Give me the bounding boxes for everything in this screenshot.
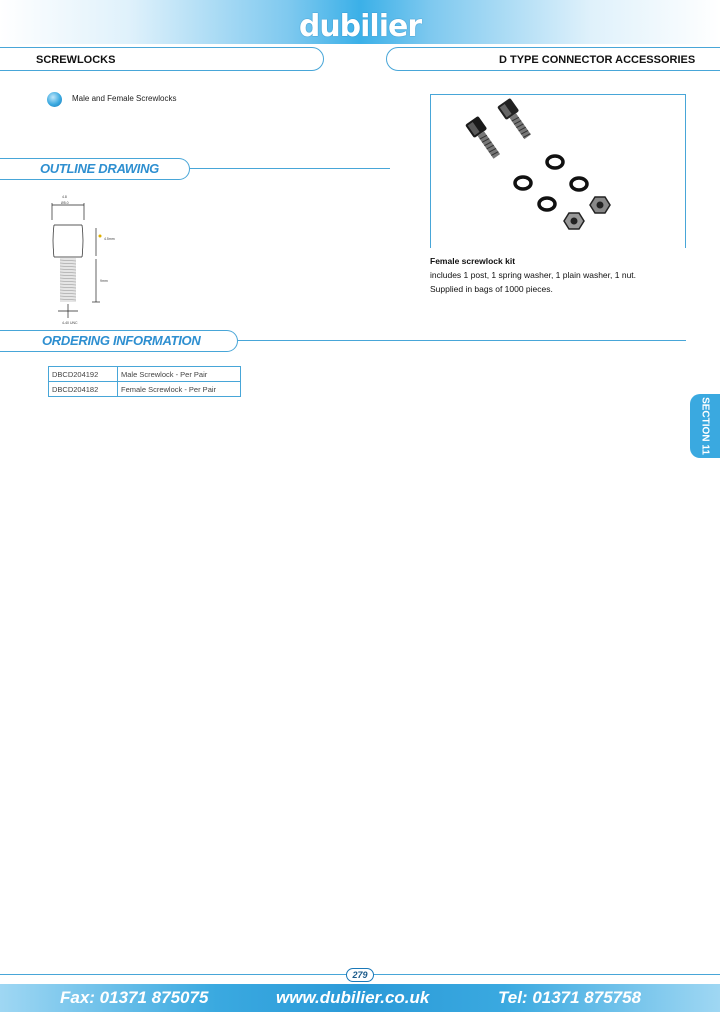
dim-top: 4.8 [62,195,67,199]
screwlock-kit-image [431,95,687,249]
dim-bottom: 4-40 UNC [62,321,78,325]
table-row [49,367,241,382]
category-title: D TYPE CONNECTOR ACCESSORIES [499,54,696,66]
footer-fax: Fax: 01371 875075 [60,988,209,1007]
table-row [49,382,241,397]
photo-caption-line1: includes 1 post, 1 spring washer, 1 plain washer, 1 nut. [430,270,637,280]
outline-heading: OUTLINE DRAWING [40,161,159,176]
part-code: DBCD204192 [49,367,118,382]
photo-caption-line2: Supplied in bags of 1000 pieces. [430,284,553,294]
photo-caption-title: Female screwlock kit [430,256,516,266]
ordering-heading-rule [238,340,686,341]
page-number: 279 [346,968,374,982]
outline-drawing [40,190,140,335]
section-label: SECTION 11 [699,397,711,455]
screwlock-outline-svg [40,190,140,330]
page-title: SCREWLOCKS [36,54,116,66]
part-code: DBCD204182 [49,382,118,397]
intro-bullet-text: Male and Female Screwlocks [72,94,177,103]
bullet-icon [47,92,62,107]
ordering-heading: ORDERING INFORMATION [42,333,201,348]
product-photo [430,94,686,248]
footer-website: www.dubilier.co.uk [276,988,430,1007]
outline-heading-rule [190,168,390,169]
brand-logo: dubilier [298,9,422,44]
footer-telephone: Tel: 01371 875758 [498,988,642,1007]
part-description: Female Screwlock - Per Pair [118,382,241,397]
dim-top-diameter: Ø5.0 [61,201,69,205]
dim-head: 4.5mm [104,237,115,241]
dim-thread: 9mm [100,279,108,283]
ordering-table [48,366,241,397]
part-description: Male Screwlock - Per Pair [118,367,241,382]
